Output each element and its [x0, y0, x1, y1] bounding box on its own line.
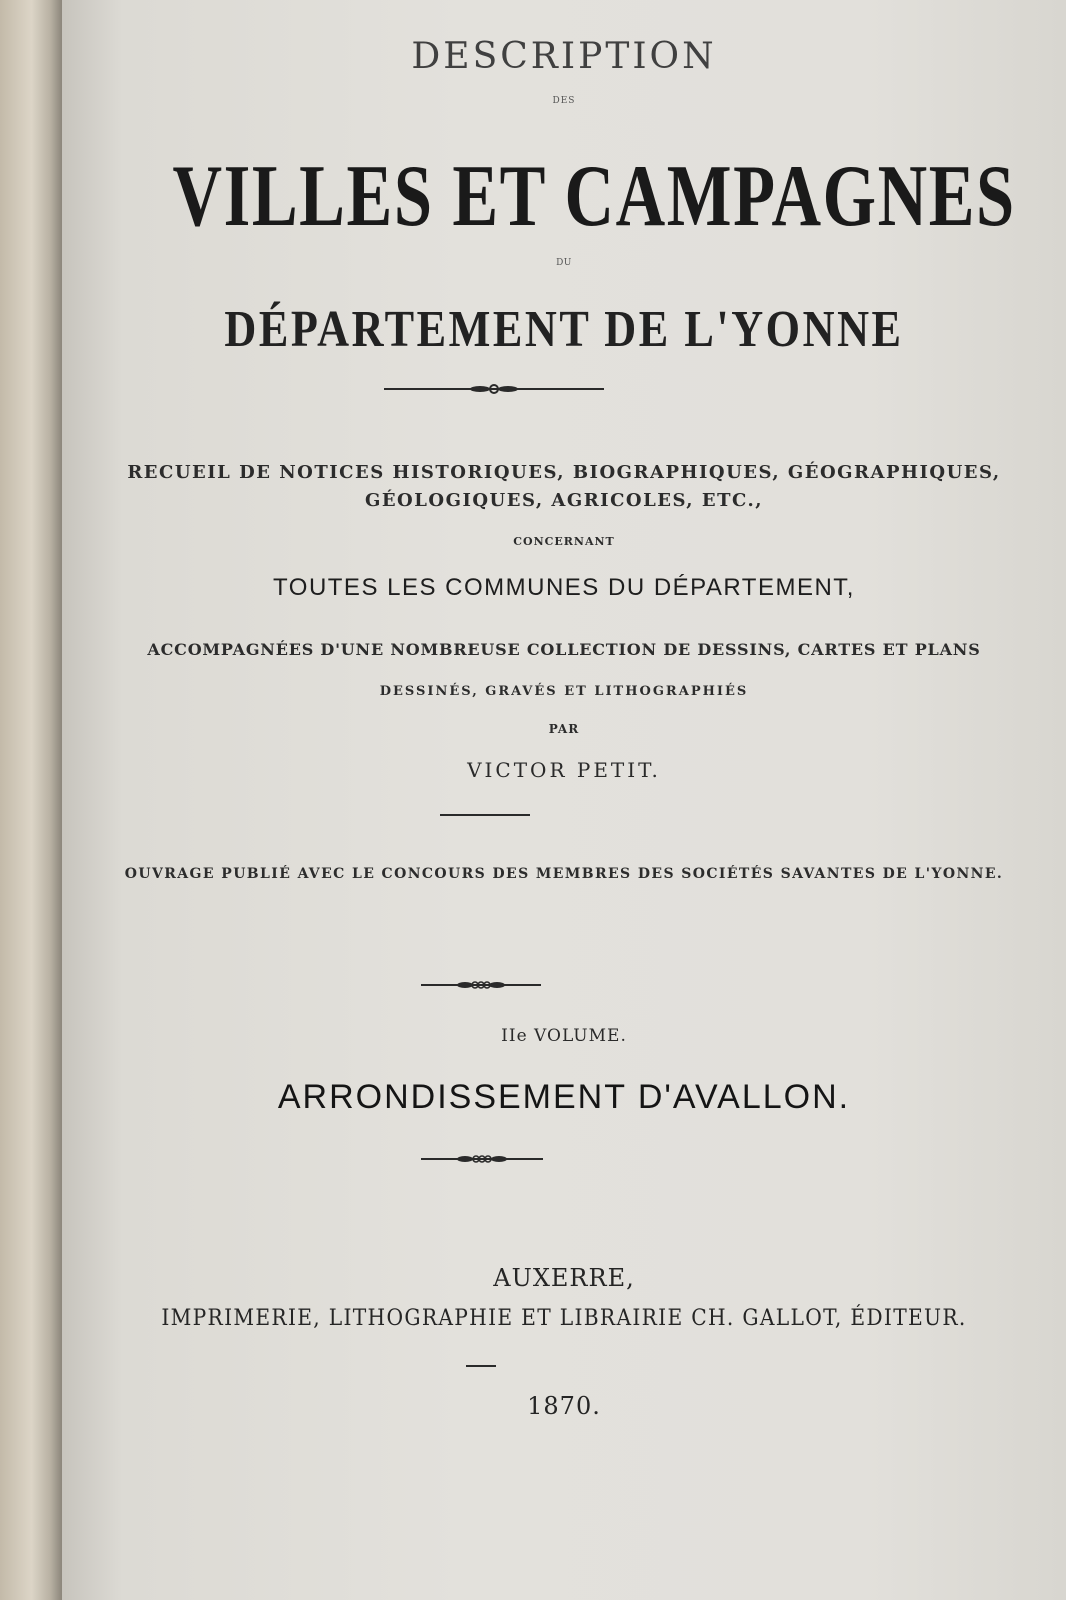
volume-number: IIe VOLUME. — [501, 1026, 627, 1046]
du-word: DU — [556, 258, 572, 268]
city-name: AUXERRE, — [493, 1264, 635, 1292]
publication-year: 1870. — [527, 1392, 601, 1420]
author-name: VICTOR PETIT. — [467, 758, 661, 782]
department-title: DÉPARTEMENT DE L'YONNE — [224, 301, 904, 358]
short-rule-1 — [440, 814, 530, 816]
publisher-line: IMPRIMERIE, LITHOGRAPHIE ET LIBRAIRIE CH. GALLOT, ÉDITEUR. — [161, 1306, 967, 1331]
dessines-line: DESSINÉS, GRAVÉS ET LITHOGRAPHIÉS — [379, 684, 749, 699]
subtitle-line-1: RECUEIL DE NOTICES HISTORIQUES, BIOGRAPHIQUES, GÉOGRAPHIQUES, — [127, 462, 1001, 483]
short-rule-2 — [466, 1365, 496, 1367]
arrondissement-title: ARRONDISSEMENT D'AVALLON. — [277, 1078, 851, 1116]
ornament-divider-1 — [384, 381, 604, 397]
par-word: PAR — [548, 722, 580, 736]
accompagnees-line: ACCOMPAGNÉES D'UNE NOMBREUSE COLLECTION DE DESSINS, CARTES ET PLANS — [147, 640, 981, 659]
book-spine — [0, 0, 70, 1600]
communes-line: TOUTES LES COMMUNES DU DÉPARTEMENT, — [273, 574, 855, 601]
ouvrage-line: OUVRAGE PUBLIÉ AVEC LE CONCOURS DES MEMBRES DES SOCIÉTÉS SAVANTES DE L'YONNE. — [124, 866, 1004, 882]
concernant-word: CONCERNANT — [513, 535, 615, 548]
main-title: VILLES ET CAMPAGNES — [172, 148, 1016, 245]
des-word: DES — [552, 96, 576, 106]
ornament-divider-3 — [421, 1152, 543, 1166]
description-heading: DESCRIPTION — [411, 36, 717, 77]
ornament-divider-2 — [421, 978, 541, 992]
subtitle-line-2: GÉOLOGIQUES, AGRICOLES, ETC., — [364, 490, 764, 511]
